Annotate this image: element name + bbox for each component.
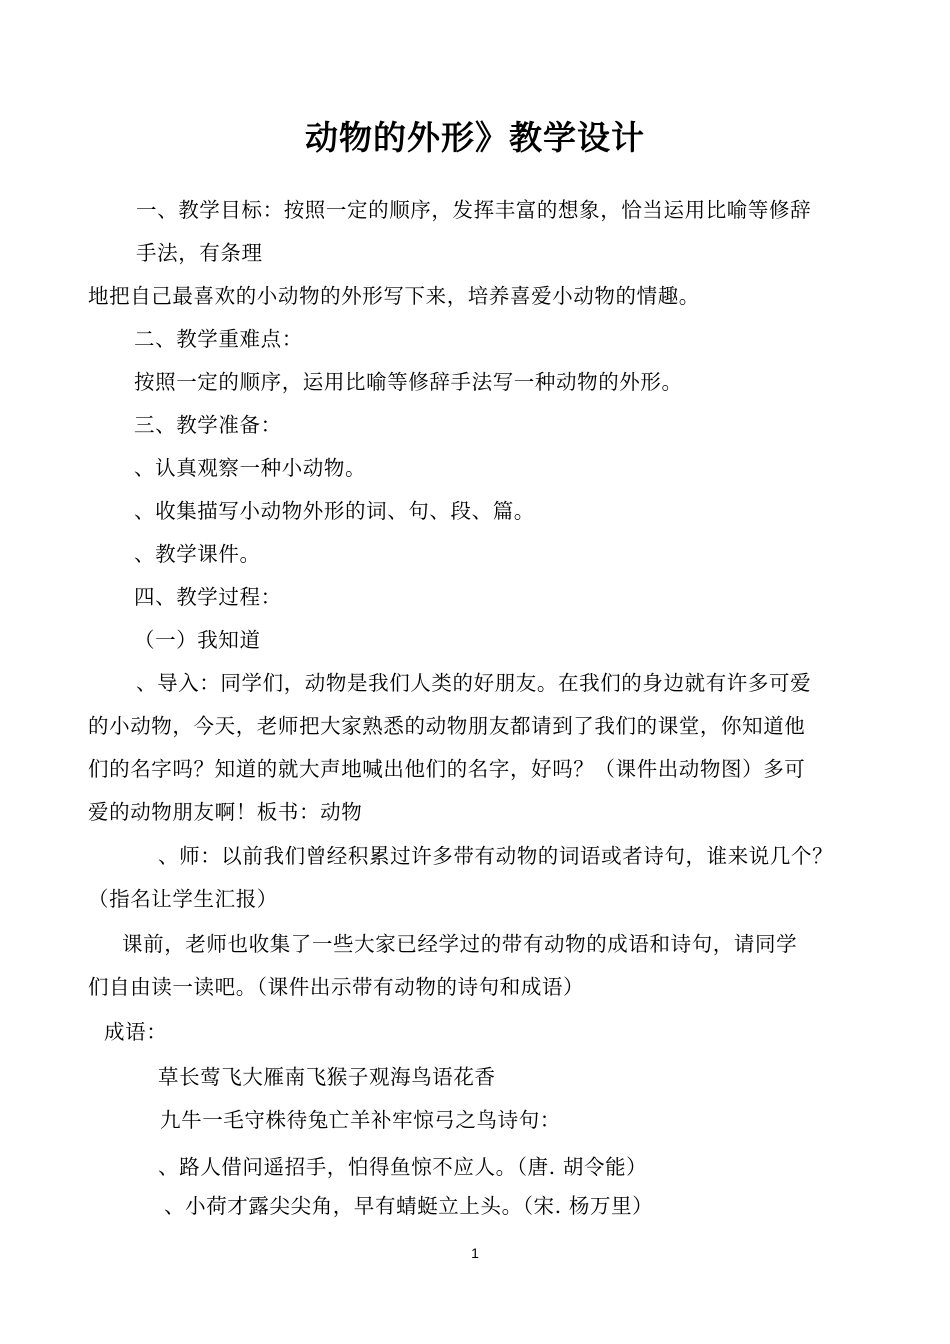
- paragraph-line: 一、教学目标：按照一定的顺序，发挥丰富的想象，恰当运用比喻等修辞: [136, 198, 812, 222]
- subsection-heading: （一）我知道: [134, 628, 261, 652]
- paragraph-line: 的小动物，今天，老师把大家熟悉的动物朋友都请到了我们的课堂，你知道他: [88, 714, 806, 738]
- list-item: 、认真观察一种小动物。: [134, 456, 367, 480]
- section-heading: 二、教学重难点：: [134, 327, 303, 351]
- document-title: 动物的外形》教学设计: [305, 118, 645, 157]
- poem-line: 、小荷才露尖尖角，早有蜻蜓立上头。（宋. 杨万里）: [164, 1194, 654, 1218]
- paragraph-line: （指名让学生汇报）: [88, 887, 278, 911]
- paragraph-line: 课前，老师也收集了一些大家已经学过的带有动物的成语和诗句，请同学: [122, 932, 798, 956]
- list-item: 、教学课件。: [134, 542, 261, 566]
- paragraph-line: 们自由读一读吧。（课件出示带有动物的诗句和成语）: [88, 975, 585, 999]
- subsection-heading: 成语：: [104, 1020, 168, 1044]
- poem-line: 、路人借问遥招手，怕得鱼惊不应人。（唐. 胡令能）: [158, 1155, 648, 1179]
- paragraph-line: 爱的动物朋友啊！板书：动物: [88, 800, 363, 824]
- paragraph-line: 地把自己最喜欢的小动物的外形写下来，培养喜爱小动物的情趣。: [88, 284, 700, 308]
- paragraph-line: 手法，有条理: [136, 241, 263, 265]
- idiom-line: 九牛一毛守株待兔亡羊补牢惊弓之鸟诗句：: [160, 1108, 561, 1132]
- paragraph-line: 、师：以前我们曾经积累过许多带有动物的词语或者诗句，谁来说几个？: [158, 844, 834, 868]
- list-item: 、收集描写小动物外形的词、句、段、篇。: [134, 499, 535, 523]
- paragraph-line: 按照一定的顺序，运用比喻等修辞手法写一种动物的外形。: [134, 370, 683, 394]
- paragraph-line: 们的名字吗？知道的就大声地喊出他们的名字，好吗？（课件出动物图）多可: [88, 757, 806, 781]
- page-number: 1: [471, 1245, 479, 1261]
- idiom-line: 草长莺飞大雁南飞猴子观海鸟语花香: [158, 1065, 496, 1089]
- section-heading: 三、教学准备：: [134, 413, 282, 437]
- paragraph-line: 、导入：同学们，动物是我们人类的好朋友。在我们的身边就有许多可爱: [136, 671, 812, 695]
- section-heading: 四、教学过程：: [134, 585, 282, 609]
